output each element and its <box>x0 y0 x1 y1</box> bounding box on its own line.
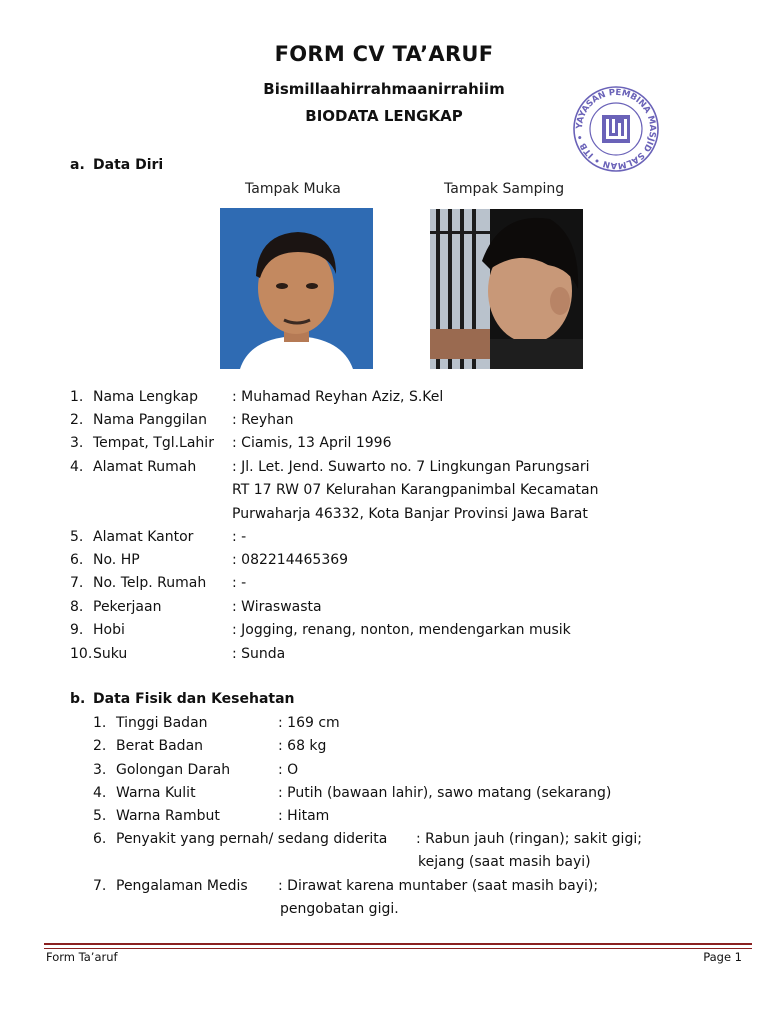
field-num: 9. <box>70 622 84 638</box>
field-label: Penyakit yang pernah/ sedang diderita <box>116 831 388 847</box>
field-num: 8. <box>70 599 84 615</box>
field-label: Alamat Rumah <box>93 459 197 475</box>
field-num: 3. <box>93 762 107 778</box>
field-label: Pekerjaan <box>93 599 162 615</box>
field-label: Nama Panggilan <box>93 412 207 428</box>
field-value-continued: pengobatan gigi. <box>280 901 399 917</box>
field-value-continued: kejang (saat masih bayi) <box>418 854 591 870</box>
field-label: Warna Rambut <box>116 808 220 824</box>
field-value: : Wiraswasta <box>232 599 322 615</box>
field-value: : Muhamad Reyhan Aziz, S.Kel <box>232 389 444 405</box>
page-number: Page 1 <box>703 950 742 964</box>
field-label: Berat Badan <box>116 738 204 754</box>
field-label: No. Telp. Rumah <box>93 575 207 591</box>
field-value: : Sunda <box>232 646 286 662</box>
field-value: : Jogging, renang, nonton, mendengarkan musik <box>232 622 571 638</box>
field-label: Suku <box>93 646 128 662</box>
field-num: 1. <box>93 715 107 731</box>
field-value: : Ciamis, 13 April 1996 <box>232 435 392 451</box>
section-b-title: Data Fisik dan Kesehatan <box>93 691 295 707</box>
field-label: Golongan Darah <box>116 762 231 778</box>
field-num: 7. <box>70 575 84 591</box>
field-value: : - <box>232 529 247 545</box>
section-a-title: Data Diri <box>93 157 164 173</box>
document-subtitle: BIODATA LENGKAP <box>305 107 463 125</box>
field-num: 3. <box>70 435 84 451</box>
field-value: : Jl. Let. Jend. Suwarto no. 7 Lingkungan Parungsari <box>232 459 590 475</box>
field-label: No. HP <box>93 552 140 568</box>
field-label: Tinggi Badan <box>116 715 208 731</box>
section-a-marker: a. <box>70 157 85 173</box>
field-num: 1. <box>70 389 84 405</box>
field-value: : Putih (bawaan lahir), sawo matang (sekarang) <box>278 785 612 801</box>
field-num: 5. <box>70 529 84 545</box>
field-value: : - <box>232 575 247 591</box>
section-b-marker: b. <box>70 691 86 707</box>
field-num: 6. <box>70 552 84 568</box>
field-num: 10. <box>70 646 93 662</box>
side-photo <box>430 209 583 369</box>
photo-front-caption: Tampak Muka <box>245 181 341 197</box>
field-value: : 082214465369 <box>232 552 349 568</box>
field-num: 2. <box>70 412 84 428</box>
field-value: : Reyhan <box>232 412 294 428</box>
field-num: 2. <box>93 738 107 754</box>
field-value: : Dirawat karena muntaber (saat masih bayi); <box>278 878 599 894</box>
field-value: : O <box>278 762 299 778</box>
field-label: Nama Lengkap <box>93 389 198 405</box>
field-value-continued: Purwaharja 46332, Kota Banjar Provinsi Jawa Barat <box>232 506 588 522</box>
field-label: Alamat Kantor <box>93 529 194 545</box>
opening-phrase: Bismillaahirrahmaanirrahiim <box>263 80 505 98</box>
field-num: 7. <box>93 878 107 894</box>
field-value: : 68 kg <box>278 738 327 754</box>
svg-text:YAYASAN PEMBINA MASJID SALMAN: YAYASAN PEMBINA MASJID SALMAN • ITB • <box>574 87 658 171</box>
field-value-continued: RT 17 RW 07 Kelurahan Karangpanimbal Kecamatan <box>232 482 599 498</box>
document-title: FORM CV TA’ARUF <box>274 42 494 66</box>
field-value: : 169 cm <box>278 715 340 731</box>
salman-seal-logo <box>572 85 660 173</box>
field-num: 6. <box>93 831 107 847</box>
footer-left-text: Form Ta’aruf <box>46 950 118 964</box>
field-num: 5. <box>93 808 107 824</box>
field-label: Tempat, Tgl.Lahir <box>93 435 214 451</box>
field-label: Warna Kulit <box>116 785 196 801</box>
field-value: : Hitam <box>278 808 330 824</box>
field-label: Hobi <box>93 622 125 638</box>
footer-rule <box>44 943 752 949</box>
field-label: Pengalaman Medis <box>116 878 248 894</box>
front-photo <box>220 208 373 369</box>
field-num: 4. <box>70 459 84 475</box>
field-value: : Rabun jauh (ringan); sakit gigi; <box>416 831 642 847</box>
field-num: 4. <box>93 785 107 801</box>
photo-side-caption: Tampak Samping <box>444 181 565 197</box>
